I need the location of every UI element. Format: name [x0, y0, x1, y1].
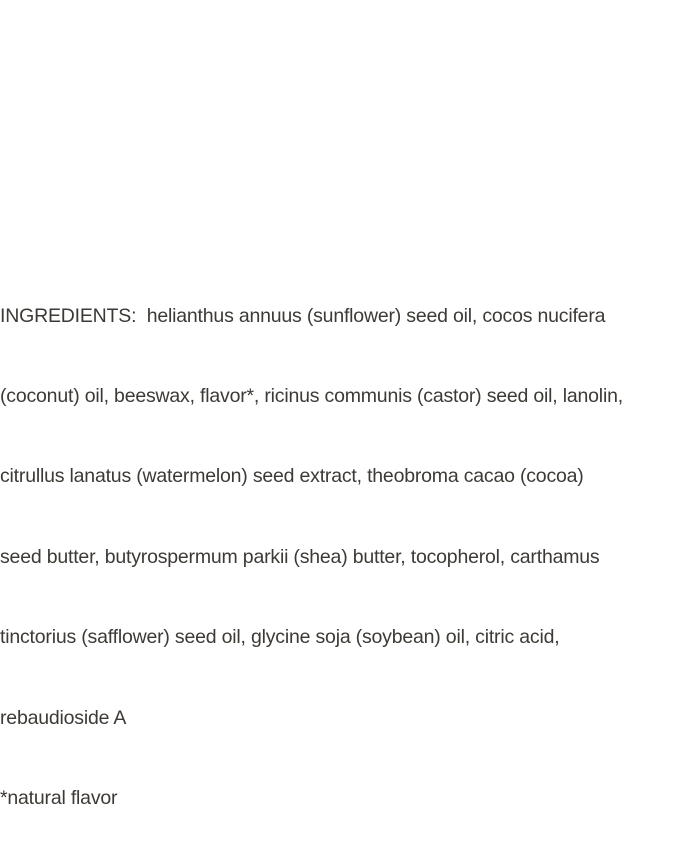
ingredients-line: tinctorius (safflower) seed oil, glycine soja (soybean) oil, citric acid, [0, 626, 560, 649]
ingredients-text-block [0, 249, 679, 865]
ingredients-line: citrullus lanatus (watermelon) seed extract, theobroma cacao (cocoa) [0, 465, 584, 488]
ingredients-footnote: *natural flavor [0, 786, 118, 809]
ingredients-line: INGREDIENTS: helianthus annuus (sunflower) seed oil, cocos nucifera [0, 304, 606, 327]
ingredients-line: rebaudioside A [0, 706, 127, 729]
ingredients-line: seed butter, butyrospermum parkii (shea) butter, tocopherol, carthamus [0, 545, 600, 568]
ingredients-line: (coconut) oil, beeswax, flavor*, ricinus communis (castor) seed oil, lanolin, [0, 384, 623, 407]
